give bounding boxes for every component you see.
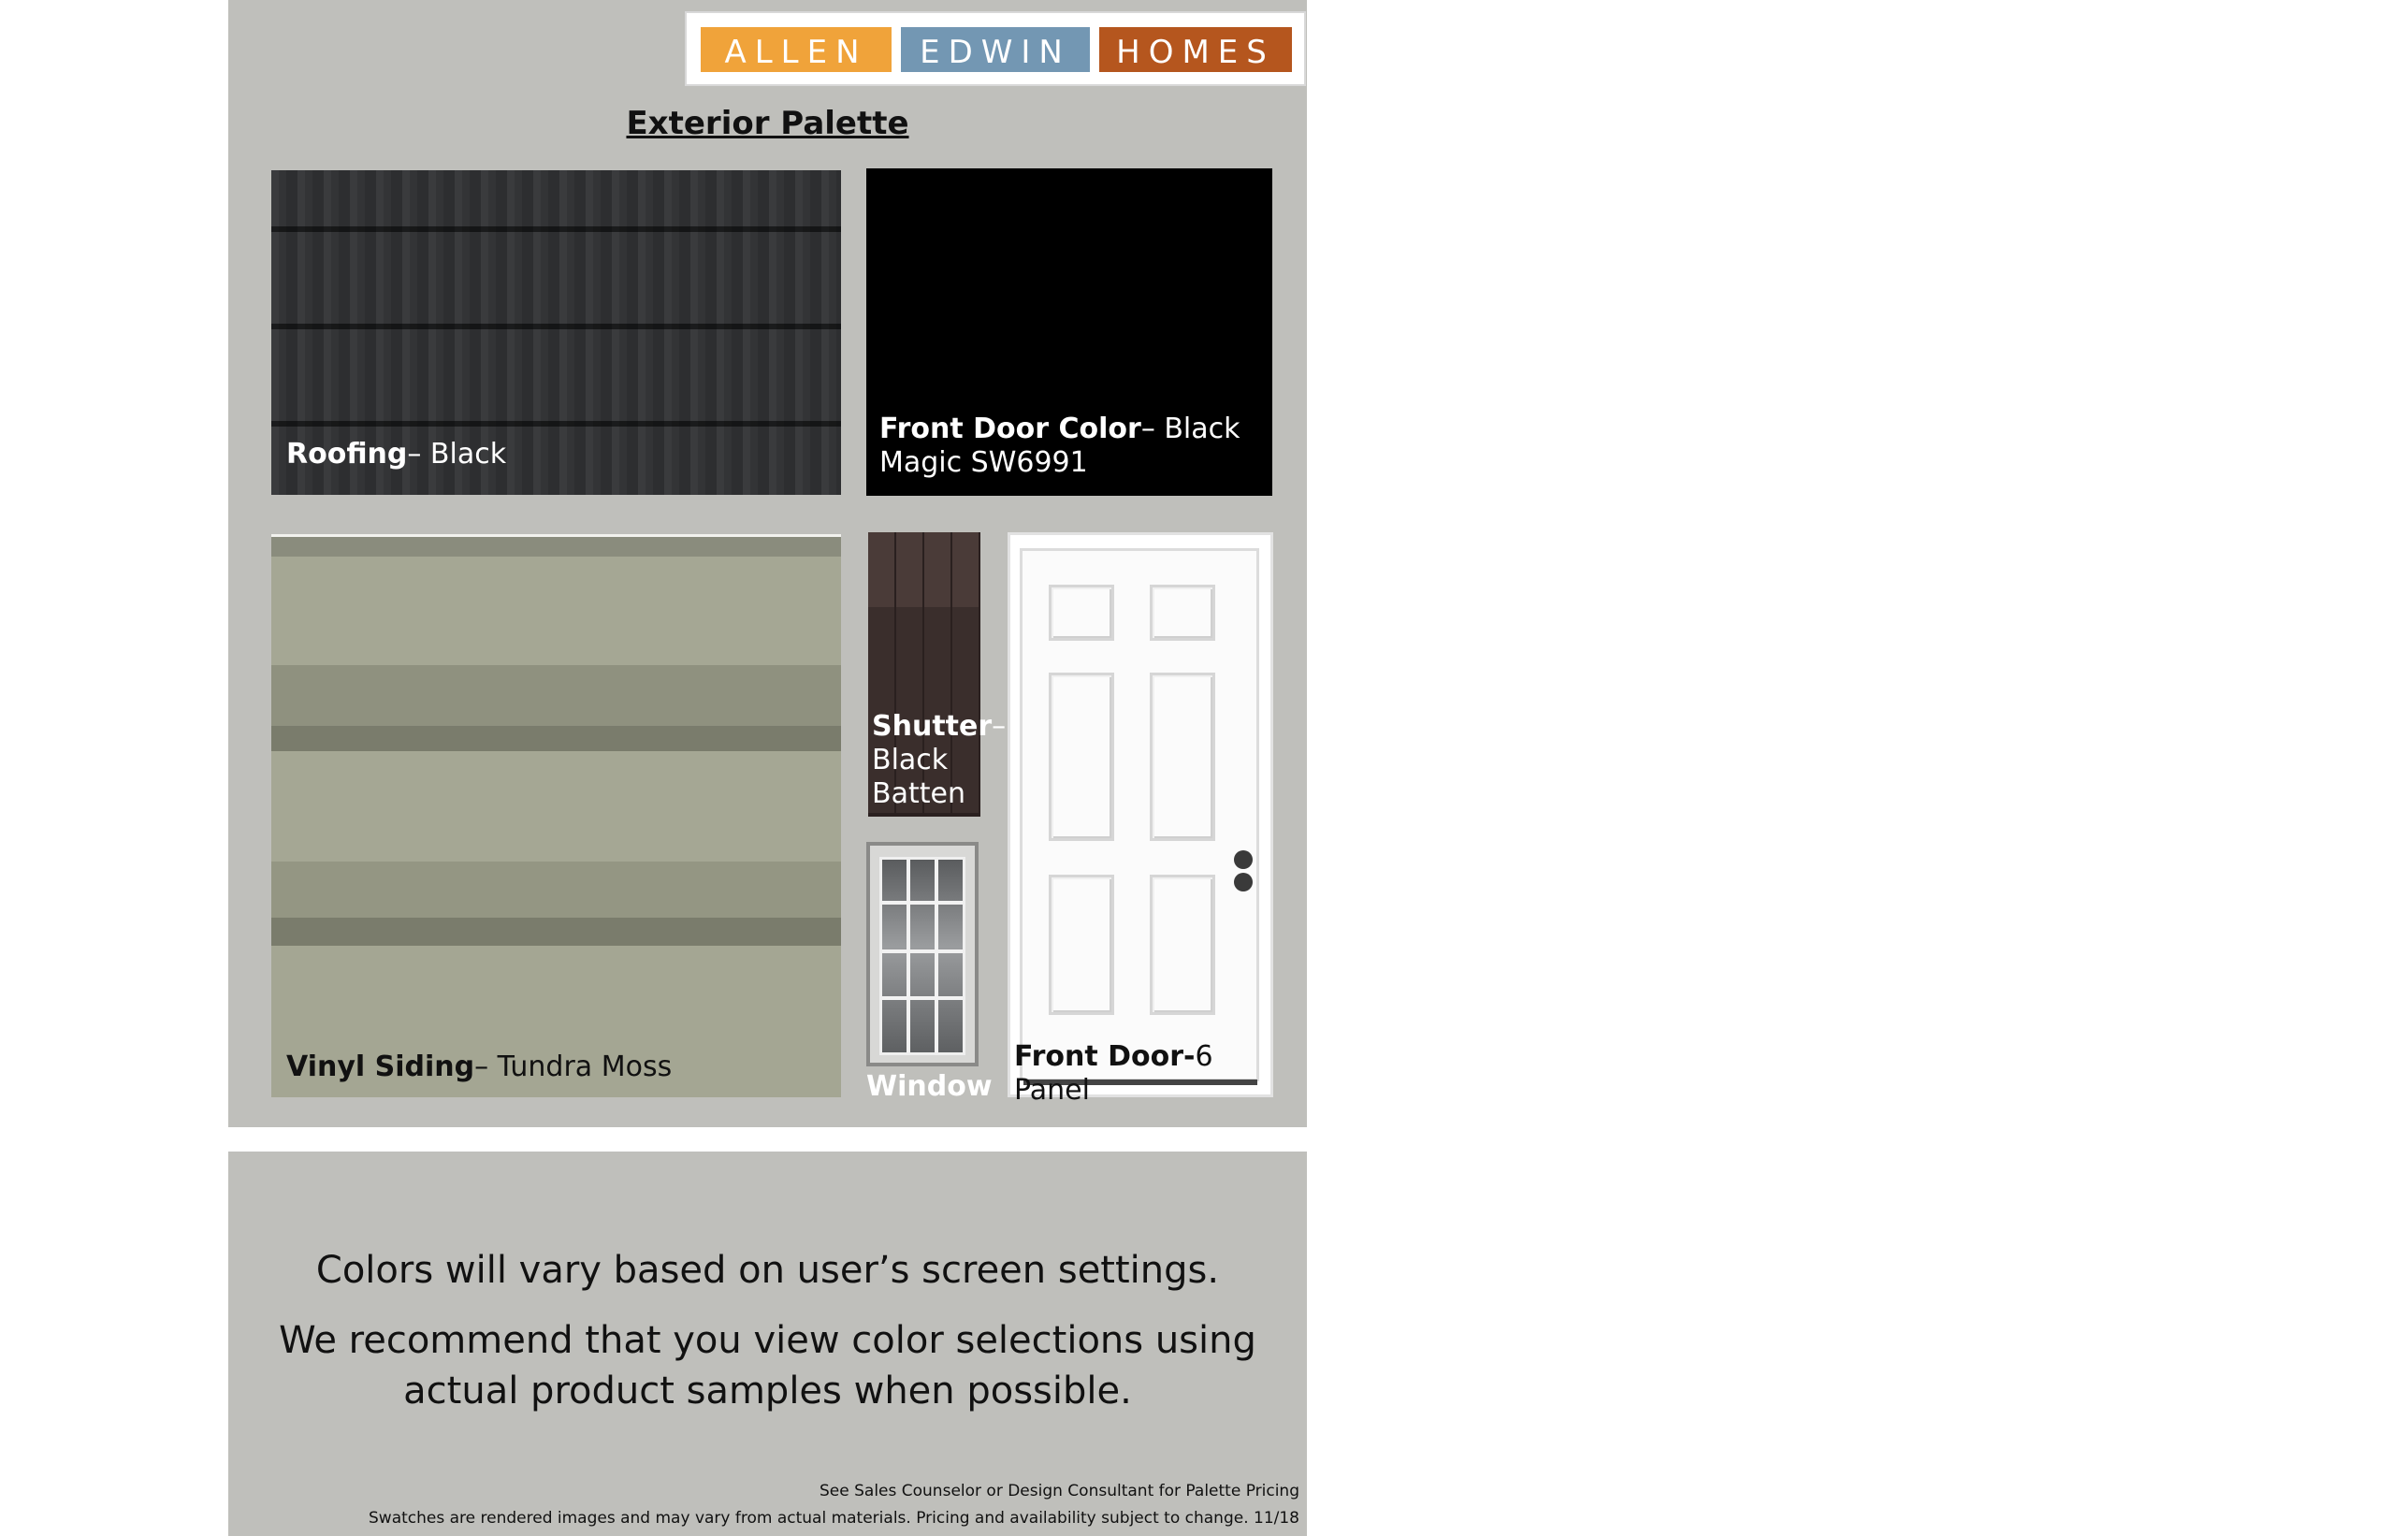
front-door-color-value-2: Magic SW6991 (879, 446, 1088, 479)
logo-allen: ALLEN (698, 24, 894, 75)
door-panel (1150, 875, 1215, 1015)
vinyl-siding-name: Vinyl Siding (286, 1051, 475, 1083)
door-deadbolt (1234, 873, 1253, 891)
vinyl-siding-swatch (271, 534, 841, 1097)
front-door-color-value: – Black (1140, 413, 1240, 445)
pricing-note: See Sales Counselor or Design Consultant for Palette Pricing (820, 1482, 1299, 1500)
vinyl-siding-label (286, 1051, 672, 1084)
front-door-name: Front Door- (1014, 1040, 1196, 1073)
shutter-value: – (992, 710, 1007, 743)
window-swatch (866, 842, 979, 1066)
roofing-value: – Black (407, 438, 507, 471)
door-panel (1150, 585, 1215, 641)
logo-edwin: EDWIN (898, 24, 1093, 75)
disclaimer-line-3: actual product samples when possible. (403, 1369, 1132, 1413)
door-panel (1049, 673, 1114, 841)
window-mullion (882, 901, 963, 905)
door-knob (1234, 850, 1253, 869)
disclaimer-panel (228, 1152, 1307, 1536)
shutter-label (872, 710, 1006, 811)
window-glass (879, 857, 965, 1055)
roofing-name: Roofing (286, 438, 408, 471)
shutter-name: Shutter (872, 710, 993, 743)
shutter-top (868, 532, 980, 607)
shutter-value-3: Batten (872, 777, 965, 810)
window-sash (882, 949, 963, 953)
window-mullion (882, 996, 963, 1000)
roofing-swatch (271, 170, 841, 495)
front-door-swatch (1008, 532, 1273, 1107)
front-door-value: 6 Panel (1014, 1040, 1213, 1107)
window-label: Window (866, 1070, 993, 1103)
window-mullion (935, 860, 938, 1052)
vinyl-siding-value: – Tundra Moss (474, 1051, 673, 1083)
front-door-color-label (879, 413, 1240, 480)
front-door-label (1014, 1040, 1270, 1108)
logo-homes: HOMES (1096, 24, 1295, 75)
front-door-color-name: Front Door Color (879, 413, 1141, 445)
page-title: Exterior Palette (626, 105, 909, 142)
disclaimer-line-2: We recommend that you view color selections using (279, 1319, 1256, 1362)
door-panel (1049, 585, 1114, 641)
front-door-color-swatch (866, 168, 1272, 496)
door-panel (1049, 875, 1114, 1015)
disclaimer-line-1: Colors will vary based on user’s screen settings. (315, 1249, 1220, 1292)
swatch-disclaimer: Swatches are rendered images and may vary from actual materials. Pricing and availability subject to change. 11/18 (369, 1509, 1299, 1528)
door-panel (1150, 673, 1215, 841)
shutter-swatch (868, 532, 1007, 817)
brand-logo (685, 11, 1306, 86)
shutter-value-2: Black (872, 744, 949, 776)
palette-panel (228, 0, 1307, 1127)
roofing-label (286, 438, 506, 471)
door-frame (1020, 548, 1259, 1081)
window-mullion (907, 860, 910, 1052)
